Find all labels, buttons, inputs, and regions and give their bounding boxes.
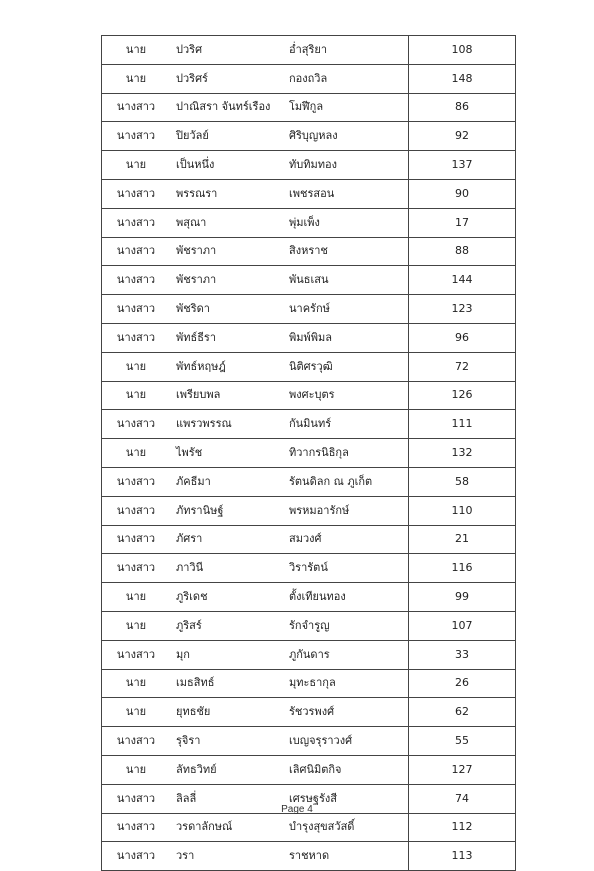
table-row <box>102 381 516 410</box>
table-row <box>102 525 516 554</box>
table-row <box>102 842 516 871</box>
last-name-cell: นิติศรวุฒิ <box>283 352 409 381</box>
number-cell: 86 <box>409 93 516 122</box>
title-cell: นางสาว <box>102 93 171 122</box>
table-row <box>102 122 516 151</box>
first-name-cell: รุจิรา <box>170 727 283 756</box>
number-cell: 110 <box>409 496 516 525</box>
table-row <box>102 669 516 698</box>
number-cell: 112 <box>409 813 516 842</box>
title-cell: นางสาว <box>102 179 171 208</box>
last-name-cell: สิงหราช <box>283 237 409 266</box>
name-list-body <box>102 36 516 871</box>
title-cell: นางสาว <box>102 237 171 266</box>
last-name-cell: เลิศนิมิตกิจ <box>283 755 409 784</box>
last-name-cell: ภูกันดาร <box>283 640 409 669</box>
table-row <box>102 640 516 669</box>
first-name-cell: พัทธ์ธีรา <box>170 323 283 352</box>
first-name-cell: พัชราภา <box>170 266 283 295</box>
title-cell: นางสาว <box>102 323 171 352</box>
title-cell: นาย <box>102 36 171 65</box>
title-cell: นาย <box>102 698 171 727</box>
number-cell: 62 <box>409 698 516 727</box>
last-name-cell: รักจำรูญ <box>283 611 409 640</box>
number-cell: 21 <box>409 525 516 554</box>
title-cell: นางสาว <box>102 784 171 813</box>
title-cell: นาย <box>102 611 171 640</box>
title-cell: นาย <box>102 583 171 612</box>
title-cell: นางสาว <box>102 410 171 439</box>
first-name-cell: เพรียบพล <box>170 381 283 410</box>
first-name-cell: พัชริดา <box>170 295 283 324</box>
number-cell: 126 <box>409 381 516 410</box>
last-name-cell: เพชรสอน <box>283 179 409 208</box>
last-name-cell: ทับทิมทอง <box>283 151 409 180</box>
first-name-cell: เป็นหนึ่ง <box>170 151 283 180</box>
table-row <box>102 323 516 352</box>
last-name-cell: กองถวิล <box>283 64 409 93</box>
first-name-cell: เมธสิทธ์ <box>170 669 283 698</box>
first-name-cell: พรรณรา <box>170 179 283 208</box>
first-name-cell: ภัศรา <box>170 525 283 554</box>
table-row <box>102 467 516 496</box>
first-name-cell: พัชราภา <box>170 237 283 266</box>
number-cell: 111 <box>409 410 516 439</box>
last-name-cell: ราชหาด <box>283 842 409 871</box>
number-cell: 33 <box>409 640 516 669</box>
number-cell: 137 <box>409 151 516 180</box>
table-row <box>102 813 516 842</box>
title-cell: นาย <box>102 381 171 410</box>
number-cell: 99 <box>409 583 516 612</box>
number-cell: 90 <box>409 179 516 208</box>
name-list-table <box>101 35 516 871</box>
table-row <box>102 208 516 237</box>
title-cell: นางสาว <box>102 122 171 151</box>
table-row <box>102 151 516 180</box>
first-name-cell: วรดาลักษณ์ <box>170 813 283 842</box>
table-row <box>102 410 516 439</box>
last-name-cell: พิมพ์พิมล <box>283 323 409 352</box>
last-name-cell: เศรษฐรังสี <box>283 784 409 813</box>
title-cell: นางสาว <box>102 842 171 871</box>
first-name-cell: ปาณิสรา จันทร์เรือง <box>170 93 283 122</box>
title-cell: นาย <box>102 755 171 784</box>
table-row <box>102 295 516 324</box>
last-name-cell: เบญจรุราวงศ์ <box>283 727 409 756</box>
number-cell: 113 <box>409 842 516 871</box>
first-name-cell: ภาวินี <box>170 554 283 583</box>
number-cell: 96 <box>409 323 516 352</box>
first-name-cell: พสุณา <box>170 208 283 237</box>
table-row <box>102 36 516 65</box>
number-cell: 123 <box>409 295 516 324</box>
table-row <box>102 583 516 612</box>
number-cell: 88 <box>409 237 516 266</box>
first-name-cell: ลิลลี่ <box>170 784 283 813</box>
table-row <box>102 64 516 93</box>
title-cell: นาย <box>102 439 171 468</box>
first-name-cell: ปวริศร์ <box>170 64 283 93</box>
last-name-cell: สมวงศ์ <box>283 525 409 554</box>
number-cell: 108 <box>409 36 516 65</box>
title-cell: นางสาว <box>102 467 171 496</box>
first-name-cell: ปิยวัลย์ <box>170 122 283 151</box>
number-cell: 55 <box>409 727 516 756</box>
title-cell: นาย <box>102 352 171 381</box>
last-name-cell: กันมินทร์ <box>283 410 409 439</box>
page-number: Page 4 <box>281 804 313 815</box>
table-row <box>102 439 516 468</box>
last-name-cell: โมฬีกูล <box>283 93 409 122</box>
number-cell: 74 <box>409 784 516 813</box>
number-cell: 132 <box>409 439 516 468</box>
title-cell: นาย <box>102 151 171 180</box>
title-cell: นางสาว <box>102 266 171 295</box>
last-name-cell: พุ่มเพ็ง <box>283 208 409 237</box>
first-name-cell: ยุทธชัย <box>170 698 283 727</box>
table-row <box>102 179 516 208</box>
title-cell: นาย <box>102 669 171 698</box>
number-cell: 72 <box>409 352 516 381</box>
first-name-cell: แพรวพรรณ <box>170 410 283 439</box>
first-name-cell: ภัทรานิษฐ์ <box>170 496 283 525</box>
last-name-cell: มุทะธากุล <box>283 669 409 698</box>
last-name-cell: บำรุงสุขสวัสดิ์ <box>283 813 409 842</box>
number-cell: 26 <box>409 669 516 698</box>
table-row <box>102 611 516 640</box>
table-row <box>102 237 516 266</box>
last-name-cell: อ่ำสุริยา <box>283 36 409 65</box>
number-cell: 127 <box>409 755 516 784</box>
number-cell: 144 <box>409 266 516 295</box>
first-name-cell: ไพรัช <box>170 439 283 468</box>
last-name-cell: ศิริบุญหลง <box>283 122 409 151</box>
number-cell: 107 <box>409 611 516 640</box>
last-name-cell: ทิวากรนิธิกุล <box>283 439 409 468</box>
table-row <box>102 266 516 295</box>
table-row <box>102 698 516 727</box>
number-cell: 148 <box>409 64 516 93</box>
last-name-cell: รัตนดิลก ณ ภูเก็ต <box>283 467 409 496</box>
last-name-cell: วิรารัตน์ <box>283 554 409 583</box>
last-name-cell: รัชวรพงศ์ <box>283 698 409 727</box>
table-row <box>102 93 516 122</box>
title-cell: นางสาว <box>102 813 171 842</box>
title-cell: นางสาว <box>102 208 171 237</box>
number-cell: 17 <box>409 208 516 237</box>
first-name-cell: ปวริศ <box>170 36 283 65</box>
first-name-cell: พัทธ์หฤษฎ์ <box>170 352 283 381</box>
table-row <box>102 755 516 784</box>
number-cell: 92 <box>409 122 516 151</box>
table-row <box>102 496 516 525</box>
first-name-cell: ลัทธวิทย์ <box>170 755 283 784</box>
first-name-cell: ภูริเดช <box>170 583 283 612</box>
first-name-cell: มุก <box>170 640 283 669</box>
last-name-cell: พรหมอารักษ์ <box>283 496 409 525</box>
title-cell: นางสาว <box>102 295 171 324</box>
title-cell: นางสาว <box>102 554 171 583</box>
last-name-cell: พงศะบุตร <box>283 381 409 410</box>
last-name-cell: พันธเสน <box>283 266 409 295</box>
last-name-cell: นาครักษ์ <box>283 295 409 324</box>
table-row <box>102 554 516 583</box>
table-row <box>102 727 516 756</box>
title-cell: นางสาว <box>102 727 171 756</box>
number-cell: 116 <box>409 554 516 583</box>
number-cell: 58 <box>409 467 516 496</box>
first-name-cell: ภัคธีมา <box>170 467 283 496</box>
table-row <box>102 352 516 381</box>
title-cell: นาย <box>102 64 171 93</box>
title-cell: นางสาว <box>102 496 171 525</box>
first-name-cell: วรา <box>170 842 283 871</box>
title-cell: นางสาว <box>102 525 171 554</box>
last-name-cell: ตั้งเทียนทอง <box>283 583 409 612</box>
first-name-cell: ภูริสร์ <box>170 611 283 640</box>
title-cell: นางสาว <box>102 640 171 669</box>
